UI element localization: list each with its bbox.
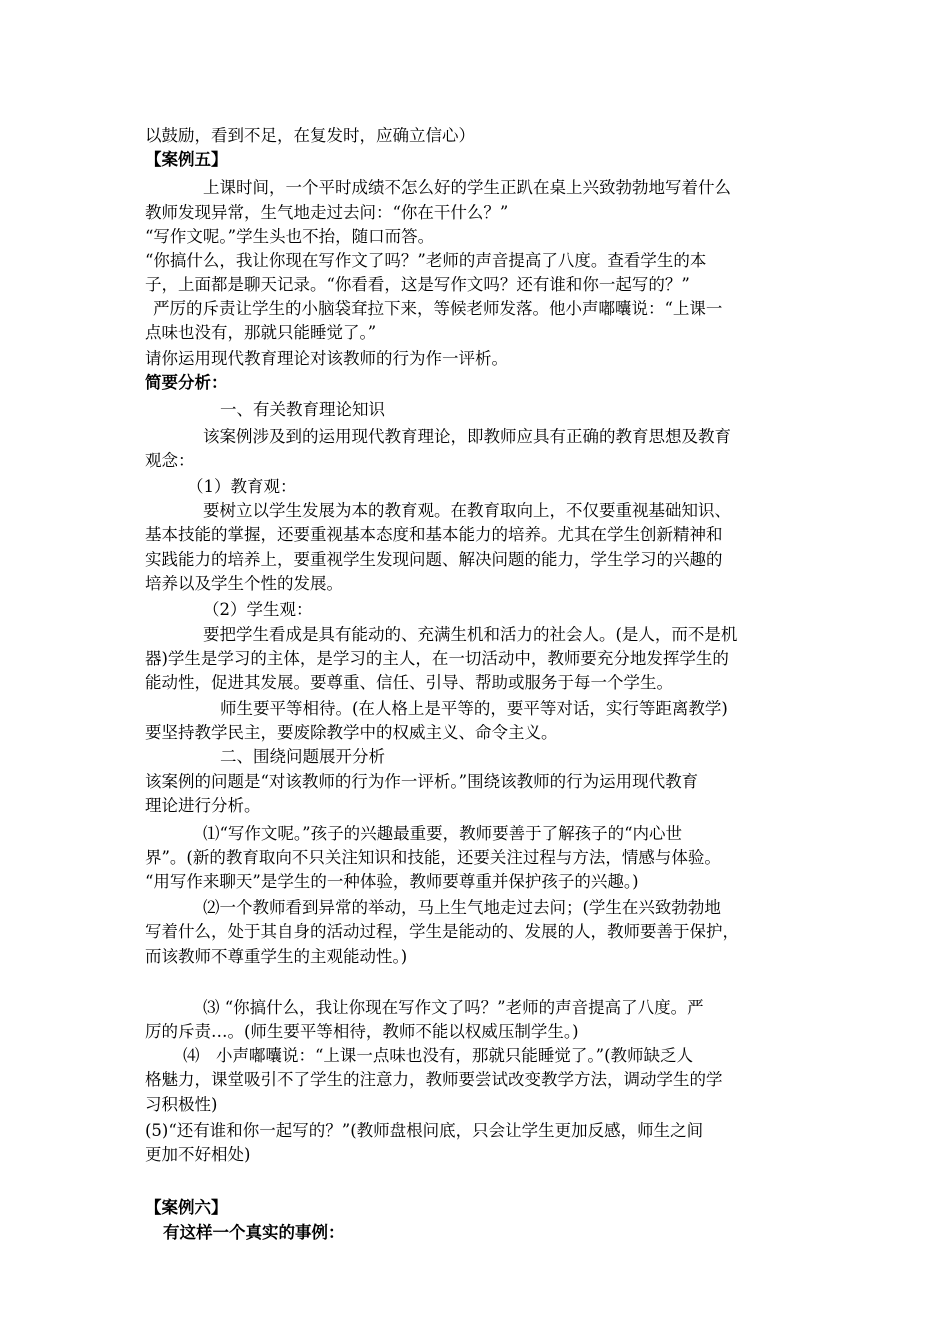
text-line: ⑷ 小声嘟囔说：“上课一点味也没有，那就只能睡觉了。”(教师缺乏人 [183, 1046, 694, 1065]
text-line: 能动性，促进其发展。要尊重、信任、引导、帮助或服务于每一个学生。 [145, 673, 673, 692]
text-line: 要树立以学生发展为本的教育观。在教育取向上，不仅要重视基础知识、 [203, 501, 731, 520]
subheading: （1）教育观： [187, 477, 297, 496]
text-line: ⑵一个教师看到异常的举动，马上生气地走过去问；(学生在兴致勃勃地 [203, 898, 721, 917]
text-line: 该案例涉及到的运用现代教育理论，即教师应具有正确的教育思想及教育 [203, 427, 731, 446]
section-heading-case6: 【案例六】 [145, 1198, 228, 1217]
text-line: “写作文呢。”学生头也不抬，随口而答。 [145, 227, 435, 246]
text-line: 要坚持教学民主，要废除教学中的权威主义、命令主义。 [145, 723, 558, 742]
text-line: 要把学生看成是具有能动的、充满生机和活力的社会人。(是人，而不是机 [203, 625, 738, 644]
subheading: 二、围绕问题展开分析 [220, 747, 385, 766]
text-line: “用写作来聊天”是学生的一种体验，教师要尊重并保护孩子的兴趣。) [145, 872, 639, 891]
text-line: 习积极性) [145, 1095, 218, 1114]
text-line: 子，上面都是聊天记录。“你看看，这是写作文吗？还有谁和你一起写的？” [145, 275, 690, 294]
text-line: 器)学生是学习的主体，是学习的主人，在一切活动中，教师要充分地发挥学生的 [145, 649, 729, 668]
text-line: 而该教师不尊重学生的主观能动性。) [145, 947, 408, 966]
text-line: 更加不好相处) [145, 1145, 251, 1164]
analysis-heading: 简要分析： [145, 373, 228, 392]
text-line: 写着什么，处于其自身的活动过程，学生是能动的、发展的人，教师要善于保护， [145, 922, 739, 941]
text-line: 请你运用现代教育理论对该教师的行为作一评析。 [145, 349, 508, 368]
section-heading-case5: 【案例五】 [145, 150, 228, 169]
text-line: 格魅力，课堂吸引不了学生的注意力，教师要尝试改变教学方法，调动学生的学 [145, 1070, 723, 1089]
text-line: 严厉的斥责让学生的小脑袋耷拉下来，等候老师发落。他小声嘟囔说：“上课一 [153, 299, 723, 318]
text-line: 实践能力的培养上，要重视学生发现问题、解决问题的能力，学生学习的兴趣的 [145, 550, 723, 569]
text-line: 基本技能的掌握，还要重视基本态度和基本能力的培养。尤其在学生创新精神和 [145, 525, 723, 544]
text-line: 点味也没有，那就只能睡觉了。” [145, 323, 377, 342]
text-line: 界”。(新的教育取向不只关注知识和技能，还要关注过程与方法，情感与体验。 [145, 848, 721, 867]
text-line: 教师发现异常，生气地走过去问：“你在干什么？” [145, 203, 509, 222]
text-line: ⑶ “你搞什么，我让你现在写作文了吗？”老师的声音提高了八度。严 [203, 998, 704, 1017]
text-line: 该案例的问题是“对该教师的行为作一评析。”围绕该教师的行为运用现代教育 [145, 772, 699, 791]
text-line: 培养以及学生个性的发展。 [145, 574, 343, 593]
subheading: （2）学生观： [203, 600, 313, 619]
text-line: 师生要平等相待。(在人格上是平等的，要平等对话，实行等距离教学) [220, 699, 728, 718]
text-line: ⑴“写作文呢。”孩子的兴趣最重要，教师要善于了解孩子的“内心世 [203, 824, 683, 843]
text-line: 观念： [145, 451, 195, 470]
text-line: 理论进行分析。 [145, 796, 261, 815]
text-line: (5)“还有谁和你一起写的？”(教师盘根问底，只会让学生更加反感，师生之间 [145, 1121, 704, 1140]
text-line: 厉的斥责…。(师生要平等相待，教师不能以权威压制学生。) [145, 1022, 579, 1041]
text-line: “你搞什么，我让你现在写作文了吗？”老师的声音提高了八度。查看学生的本 [145, 251, 707, 270]
text-line: 有这样一个真实的事例： [163, 1223, 345, 1242]
text-line: 上课时间，一个平时成绩不怎么好的学生正趴在桌上兴致勃勃地写着什么 [203, 178, 731, 197]
text-line: 以鼓励，看到不足，在复发时，应确立信心） [145, 126, 475, 145]
subheading: 一、有关教育理论知识 [220, 400, 385, 419]
